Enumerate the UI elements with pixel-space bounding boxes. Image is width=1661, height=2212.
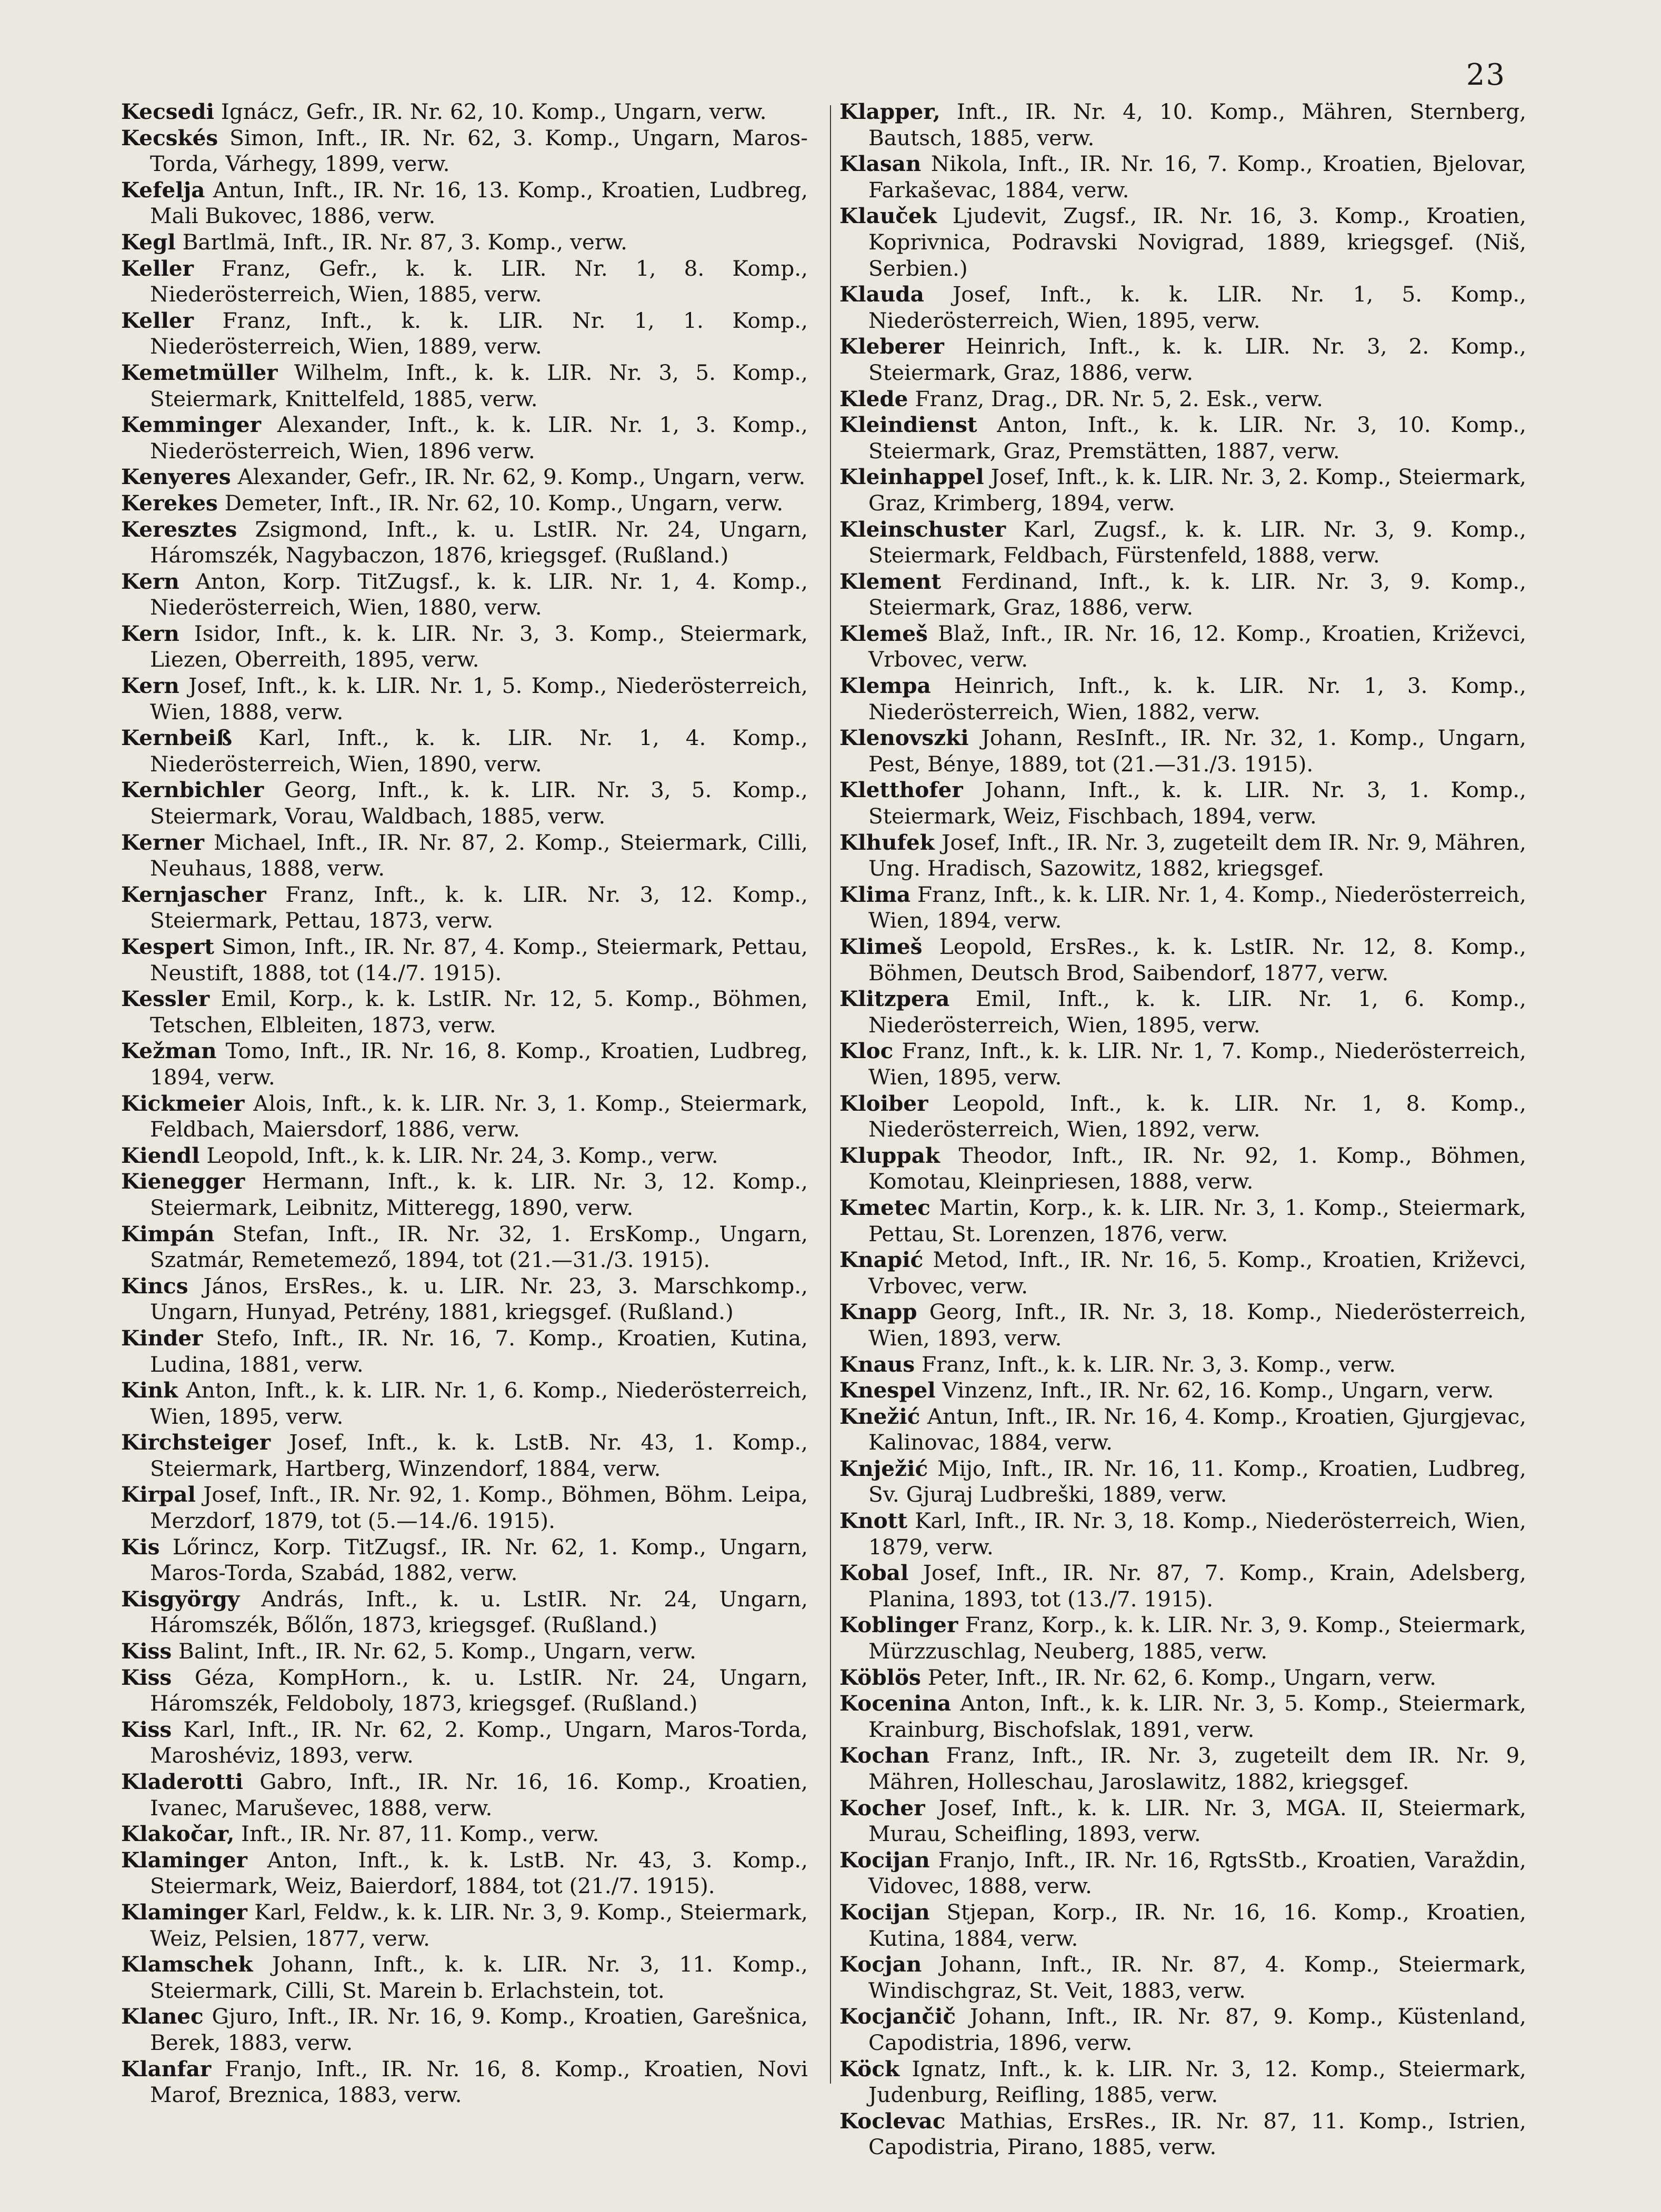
register-entry [839,203,1526,281]
entry-details: Antun, Inft., IR. Nr. 16, 13. Komp., Kroatien, Ludbreg, Mali Bukovec, 1886, verw. [150,177,808,229]
register-entry [121,125,808,177]
register-entry [839,1247,1526,1299]
register-entry [839,2004,1526,2056]
entry-surname: Kenyeres [121,464,231,490]
register-entry [839,412,1526,464]
register-entry [839,1038,1526,1090]
entry-details: Ignácz, Gefr., IR. Nr. 62, 10. Komp., Ungarn, verw. [214,99,767,124]
entry-details: Zsigmond, Inft., k. u. LstIR. Nr. 24, Ungarn, Háromszék, Nagybaczon, 1876, kriegsgef. (Rußland.) [150,516,808,568]
entry-details: Balint, Inft., IR. Nr. 62, 5. Komp., Ungarn, verw. [172,1638,697,1664]
register-entry [121,360,808,412]
entry-details: Franz, Inft., IR. Nr. 3, zugeteilt dem IR. Nr. 9, Mähren, Holleschau, Jaroslawitz, 1882, kriegsgef. [868,1743,1526,1794]
register-entry [121,177,808,229]
entry-surname: Kienegger [121,1169,245,1194]
register-entry [121,1325,808,1378]
register-entry [839,1352,1526,1378]
entry-details: Vinzenz, Inft., IR. Nr. 62, 16. Komp., Ungarn, verw. [935,1378,1494,1403]
entry-details: Antun, Inft., IR. Nr. 16, 4. Komp., Kroatien, Gjurgjevac, Kalinovac, 1884, verw. [868,1403,1526,1455]
register-entry [839,569,1526,621]
register-entry [121,1378,808,1430]
entry-details: Ignatz, Inft., k. k. LIR. Nr. 3, 12. Komp., Steiermark, Judenburg, Reifling, 1885, verw. [868,2056,1526,2108]
entry-details: Johann, Inft., k. k. LIR. Nr. 3, 11. Komp., Steiermark, Cilli, St. Marein b. Erlachstein, tot. [150,1952,808,2003]
entry-surname: Klanfar [121,2056,212,2082]
register-entry [839,1691,1526,1743]
entry-surname: Klakočar, [121,1821,235,1847]
entry-details: Josef, Inft., k. k. LIR. Nr. 3, 2. Komp., Steiermark, Graz, Krimberg, 1894, verw. [868,464,1526,516]
register-entry [121,2004,808,2056]
entry-details: Franz, Inft., k. k. LIR. Nr. 1, 4. Komp., Niederösterreich, Wien, 1894, verw. [868,881,1526,933]
entry-surname: Klede [839,386,908,411]
entry-details: Josef, Inft., k. k. LstB. Nr. 43, 1. Komp., Steiermark, Hartberg, Winzendorf, 1884, verw. [150,1430,808,1481]
register-entry [121,1221,808,1273]
left-column [121,99,808,2108]
entry-surname: Keresztes [121,516,237,542]
entry-surname: Kefelja [121,177,205,203]
register-entry [121,621,808,673]
entry-surname: Kleindienst [839,412,977,438]
entry-details: Anton, Inft., k. k. LIR. Nr. 3, 5. Komp., Steiermark, Krainburg, Bischofslak, 1891, verw. [868,1691,1526,1742]
entry-surname: Kiendl [121,1142,200,1168]
register-entry [839,1404,1526,1456]
entry-details: Josef, Inft., IR. Nr. 92, 1. Komp., Böhmen, Böhm. Leipa, Merzdorf, 1879, tot (5.—14./6. 1915). [150,1482,808,1534]
register-entry [121,1899,808,1952]
entry-details: Georg, Inft., k. k. LIR. Nr. 3, 5. Komp., Steiermark, Vorau, Waldbach, 1885, verw. [150,777,808,829]
entry-surname: Kežman [121,1038,217,1064]
entry-details: Franz, Drag., DR. Nr. 5, 2. Esk., verw. [908,386,1323,411]
register-entry [121,673,808,725]
register-entry [121,1717,808,1769]
entry-surname: Klaminger [121,1899,247,1925]
entry-surname: Klamschek [121,1952,253,1977]
register-entry [839,1299,1526,1351]
register-entry [839,464,1526,516]
entry-details: Franz, Inft., k. k. LIR. Nr. 1, 7. Komp., Niederösterreich, Wien, 1895, verw. [868,1038,1526,1090]
entry-surname: Klauda [839,281,924,307]
entry-surname: Kecskés [121,125,218,150]
entry-surname: Kincs [121,1273,188,1299]
entry-surname: Knapp [839,1299,917,1325]
right-column [839,99,1526,2160]
register-entry [121,882,808,934]
entry-details: Johann, ResInft., IR. Nr. 32, 1. Komp., Ungarn, Pest, Bénye, 1889, tot (21.—31./3. 1915). [868,725,1526,777]
entry-surname: Kis [121,1534,160,1560]
register-entry [121,1038,808,1090]
register-entry [839,777,1526,829]
entry-details: Lőrincz, Korp. TitZugsf., IR. Nr. 62, 1. Komp., Ungarn, Maros-Torda, Szabád, 1882, verw. [150,1534,808,1586]
register-entry [839,882,1526,934]
entry-surname: Kickmeier [121,1090,245,1116]
entry-details: Alois, Inft., k. k. LIR. Nr. 3, 1. Komp., Steiermark, Feldbach, Maiersdorf, 1886, verw. [150,1090,808,1142]
register-entry [839,1612,1526,1664]
entry-surname: Klimeš [839,934,923,959]
register-entry [121,1586,808,1638]
entry-surname: Klauček [839,203,937,229]
register-entry [121,517,808,569]
entry-surname: Kimpán [121,1221,215,1246]
entry-surname: Kerekes [121,490,218,516]
entry-surname: Koblinger [839,1612,958,1638]
entry-details: Wilhelm, Inft., k. k. LIR. Nr. 3, 5. Komp., Steiermark, Knittelfeld, 1885, verw. [150,359,808,411]
entry-surname: Klempa [839,673,931,699]
entry-surname: Kernbichler [121,777,264,803]
register-entry [839,1560,1526,1612]
entry-details: Franjo, Inft., IR. Nr. 16, 8. Komp., Kroatien, Novi Marof, Breznica, 1883, verw. [150,2056,808,2108]
register-entry [121,1169,808,1221]
entry-details: Karl, Inft., IR. Nr. 3, 18. Komp., Niederösterreich, Wien, 1879, verw. [868,1508,1526,1560]
entry-details: Emil, Korp., k. k. LstIR. Nr. 12, 5. Komp., Böhmen, Tetschen, Elbleiten, 1873, verw. [150,986,808,1038]
entry-details: Alexander, Inft., k. k. LIR. Nr. 1, 3. Komp., Niederösterreich, Wien, 1896 verw. [150,412,808,464]
entry-details: Stefo, Inft., IR. Nr. 16, 7. Komp., Kroatien, Kutina, Ludina, 1881, verw. [150,1325,808,1377]
register-entry [121,1665,808,1717]
register-entry [121,1638,808,1665]
entry-details: Nikola, Inft., IR. Nr. 16, 7. Komp., Kroatien, Bjelovar, Farkaševac, 1884, verw. [868,151,1526,203]
entry-surname: Kocijan [839,1847,930,1873]
entry-surname: Kiss [121,1716,172,1742]
entry-details: Josef, Inft., k. k. LIR. Nr. 3, MGA. II, Steiermark, Murau, Scheifling, 1893, verw. [868,1795,1526,1847]
entry-surname: Köck [839,2056,900,2082]
entry-surname: Kessler [121,986,210,1012]
register-entry [121,308,808,360]
entry-details: Martin, Korp., k. k. LIR. Nr. 3, 1. Komp., Steiermark, Pettau, St. Lorenzen, 1876, verw. [868,1194,1526,1246]
entry-surname: Knaus [839,1351,915,1377]
entry-details: Stefan, Inft., IR. Nr. 32, 1. ErsKomp., Ungarn, Szatmár, Remetemező, 1894, tot (21.—31./3. 1915). [150,1221,808,1273]
register-entry [121,1143,808,1169]
entry-surname: Kecsedi [121,99,215,124]
entry-surname: Kletthofer [839,777,963,803]
register-entry [839,334,1526,386]
entry-details: Johann, Inft., k. k. LIR. Nr. 3, 1. Komp., Steiermark, Weiz, Fischbach, 1894, verw. [868,777,1526,829]
register-entry [121,490,808,517]
register-entry [121,1952,808,2004]
register-entry [121,725,808,777]
register-entry [839,1847,1526,1899]
register-entry [839,1456,1526,1508]
entry-surname: Kern [121,620,179,646]
entry-details: János, ErsRes., k. u. LIR. Nr. 23, 3. Marschkomp., Ungarn, Hunyad, Petrény, 1881, kriegsgef. (Rußland.) [150,1273,808,1325]
entry-details: Karl, Inft., k. k. LIR. Nr. 1, 4. Komp., Niederösterreich, Wien, 1890, verw. [150,725,808,777]
entry-surname: Kemetmüller [121,359,278,385]
entry-surname: Kloc [839,1038,894,1064]
entry-surname: Kleberer [839,334,944,359]
entry-details: Karl, Zugsf., k. k. LIR. Nr. 3, 9. Komp., Steiermark, Feldbach, Fürstenfeld, 1888, verw. [868,516,1526,568]
register-entry [121,1534,808,1586]
entry-surname: Kocjan [839,1952,922,1977]
entry-surname: Knott [839,1508,908,1534]
entry-surname: Klasan [839,151,922,177]
entry-details: Demeter, Inft., IR. Nr. 62, 10. Komp., Ungarn, verw. [217,490,784,516]
entry-details: Géza, KompHorn., k. u. LstIR. Nr. 24, Ungarn, Háromszék, Feldoboly, 1873, kriegsgef. (Rußland.) [150,1664,808,1716]
entry-details: Metod, Inft., IR. Nr. 16, 5. Komp., Kroatien, Križevci, Vrbovec, verw. [868,1247,1526,1299]
register-entry [839,1743,1526,1795]
entry-surname: Klanec [121,2004,204,2029]
entry-details: Franz, Inft., k. k. LIR. Nr. 3, 12. Komp., Steiermark, Pettau, 1873, verw. [150,881,808,933]
entry-details: Inft., IR. Nr. 4, 10. Komp., Mähren, Sternberg, Bautsch, 1885, verw. [868,99,1526,150]
entry-details: Josef, Inft., k. k. LIR. Nr. 1, 5. Komp., Niederösterreich, Wien, 1895, verw. [868,281,1526,333]
register-entry [839,1899,1526,1952]
entry-details: Johann, Inft., IR. Nr. 87, 4. Komp., Steiermark, Windischgraz, St. Veit, 1883, verw. [868,1952,1526,2003]
entry-details: Anton, Inft., k. k. LIR. Nr. 3, 10. Komp., Steiermark, Graz, Premstätten, 1887, verw. [868,412,1526,464]
register-entry [839,934,1526,986]
entry-surname: Keller [121,307,194,333]
entry-surname: Knežić [839,1403,920,1429]
register-entry [839,1091,1526,1143]
register-entry [839,151,1526,203]
register-entry [839,2108,1526,2160]
entry-details: Karl, Inft., IR. Nr. 62, 2. Komp., Ungarn, Maros-Torda, Maroshéviz, 1893, verw. [150,1716,808,1768]
entry-surname: Klaminger [121,1847,247,1873]
register-entry [839,1795,1526,1847]
entry-details: Stjepan, Korp., IR. Nr. 16, 16. Komp., Kroatien, Kutina, 1884, verw. [868,1899,1526,1951]
register-entry [839,986,1526,1038]
register-entry [839,621,1526,673]
entry-surname: Kern [121,568,179,594]
entry-surname: Klhufek [839,829,935,855]
entry-details: Gjuro, Inft., IR. Nr. 16, 9. Komp., Kroatien, Garešnica, Berek, 1883, verw. [150,2004,808,2055]
register-entry [121,256,808,308]
entry-details: Josef, Inft., IR. Nr. 3, zugeteilt dem IR. Nr. 9, Mähren, Ung. Hradisch, Sazowitz, 1882, kriegsgef. [868,829,1526,881]
entry-details: Mijo, Inft., IR. Nr. 16, 11. Komp., Kroatien, Ludbreg, Sv. Gjuraj Ludbreški, 1889, verw. [868,1455,1526,1507]
register-entry [839,517,1526,569]
entry-surname: Kerner [121,829,204,855]
entry-details: Peter, Inft., IR. Nr. 62, 6. Komp., Ungarn, verw. [920,1664,1437,1690]
entry-details: Mathias, ErsRes., IR. Nr. 87, 11. Komp., Istrien, Capodistria, Pirano, 1885, verw. [868,2108,1526,2160]
register-entry [121,777,808,829]
entry-details: Franz, Korp., k. k. LIR. Nr. 3, 9. Komp., Steiermark, Mürzzuschlag, Neuberg, 1885, verw. [868,1612,1526,1664]
register-entry [839,2056,1526,2108]
entry-details: Heinrich, Inft., k. k. LIR. Nr. 3, 2. Komp., Steiermark, Graz, 1886, verw. [868,334,1526,385]
register-entry [121,1430,808,1482]
entry-details: Franz, Inft., k. k. LIR. Nr. 3, 3. Komp., verw. [915,1351,1396,1377]
entry-surname: Kochan [839,1743,930,1768]
register-entry [121,2056,808,2108]
entry-surname: Kespert [121,934,215,959]
register-entry [839,725,1526,777]
entry-details: Josef, Inft., k. k. LIR. Nr. 1, 5. Komp., Niederösterreich, Wien, 1888, verw. [150,673,808,725]
entry-surname: Kluppak [839,1142,940,1168]
register-entry [121,934,808,986]
entry-details: Karl, Feldw., k. k. LIR. Nr. 3, 9. Komp., Steiermark, Weiz, Pelsien, 1877, verw. [150,1899,808,1951]
entry-details: Leopold, Inft., k. k. LIR. Nr. 24, 3. Komp., verw. [199,1142,718,1168]
entry-details: Johann, Inft., IR. Nr. 87, 9. Komp., Küstenland, Capodistria, 1896, verw. [868,2004,1526,2055]
page-number: 23 [1466,58,1506,92]
entry-details: Simon, Inft., IR. Nr. 87, 4. Komp., Steiermark, Pettau, Neustift, 1888, tot (14./7. 1915). [150,934,808,986]
entry-surname: Kocijan [839,1899,930,1925]
register-entry [121,1847,808,1899]
register-entry [121,464,808,490]
register-entry [121,1482,808,1534]
entry-surname: Kleinschuster [839,516,1006,542]
entry-details: Heinrich, Inft., k. k. LIR. Nr. 1, 3. Komp., Niederösterreich, Wien, 1882, verw. [868,673,1526,725]
entry-surname: Keller [121,255,194,281]
register-entry [121,1821,808,1847]
entry-surname: Kiss [121,1638,172,1664]
entry-details: Anton, Inft., k. k. LstB. Nr. 43, 3. Komp., Steiermark, Weiz, Baierdorf, 1884, tot (21./7. 1915). [150,1847,808,1899]
entry-surname: Klitzpera [839,986,950,1012]
register-entry [839,673,1526,725]
entry-surname: Knespel [839,1378,936,1403]
entry-details: Ljudevit, Zugsf., IR. Nr. 16, 3. Komp., Kroatien, Koprivnica, Podravski Novigrad, 1889, kriegsgef. (Niš, Serbien.) [868,203,1526,281]
entry-surname: Kegl [121,229,176,255]
entry-details: Georg, Inft., IR. Nr. 3, 18. Komp., Niederösterreich, Wien, 1893, verw. [868,1299,1526,1351]
entry-surname: Kocjančič [839,2004,956,2029]
entry-details: Emil, Inft., k. k. LIR. Nr. 1, 6. Komp., Niederösterreich, Wien, 1895, verw. [868,986,1526,1038]
register-entry [839,386,1526,413]
register-entry [121,830,808,882]
entry-details: Tomo, Inft., IR. Nr. 16, 8. Komp., Kroatien, Ludbreg, 1894, verw. [150,1038,808,1090]
entry-details: Ferdinand, Inft., k. k. LIR. Nr. 3, 9. Komp., Steiermark, Graz, 1886, verw. [868,568,1526,620]
entry-surname: Kloiber [839,1090,928,1116]
entry-surname: Klima [839,881,911,907]
register-entry [121,1091,808,1143]
register-entry [839,99,1526,151]
entry-surname: Klenovszki [839,725,969,751]
entry-surname: Klapper, [839,99,940,124]
entry-surname: Klemeš [839,620,928,646]
register-entry [121,1769,808,1821]
entry-details: Michael, Inft., IR. Nr. 87, 2. Komp., Steiermark, Cilli, Neuhaus, 1888, verw. [150,829,808,881]
entry-surname: Kernjascher [121,881,266,907]
entry-surname: Kladerotti [121,1769,244,1794]
entry-details: Blaž, Inft., IR. Nr. 16, 12. Komp., Kroatien, Križevci, Vrbovec, verw. [868,620,1526,672]
column-divider [830,105,831,2084]
entry-details: Isidor, Inft., k. k. LIR. Nr. 3, 3. Komp., Steiermark, Liezen, Oberreith, 1895, verw. [150,620,808,672]
register-entry [839,1143,1526,1195]
entry-details: Franjo, Inft., IR. Nr. 16, RgtsStb., Kroatien, Varaždin, Vidovec, 1888, verw. [868,1847,1526,1899]
entry-surname: Klement [839,568,942,594]
entry-surname: Kinder [121,1325,203,1351]
entry-surname: Kocher [839,1795,925,1821]
entry-details: Franz, Inft., k. k. LIR. Nr. 1, 1. Komp., Niederösterreich, Wien, 1889, verw. [150,307,808,359]
entry-surname: Kmetec [839,1194,930,1220]
entry-details: Anton, Inft., k. k. LIR. Nr. 1, 6. Komp., Niederösterreich, Wien, 1895, verw. [150,1378,808,1429]
entry-details: Alexander, Gefr., IR. Nr. 62, 9. Komp., Ungarn, verw. [231,464,806,490]
entry-surname: Kirpal [121,1482,196,1507]
register-entry [121,229,808,256]
entry-surname: Kocenina [839,1691,952,1716]
entry-surname: Kleinhappel [839,464,984,490]
entry-details: Leopold, Inft., k. k. LIR. Nr. 1, 8. Komp., Niederösterreich, Wien, 1892, verw. [868,1090,1526,1142]
entry-details: Inft., IR. Nr. 87, 11. Komp., verw. [234,1821,599,1847]
register-entry [839,1195,1526,1247]
entry-surname: Knapić [839,1247,924,1273]
register-entry [839,1508,1526,1560]
entry-details: Theodor, Inft., IR. Nr. 92, 1. Komp., Böhmen, Komotau, Kleinpriesen, 1888, verw. [868,1142,1526,1194]
register-entry [839,830,1526,882]
register-entry [121,569,808,621]
entry-details: András, Inft., k. u. LstIR. Nr. 24, Ungarn, Háromszék, Bőlőn, 1873, kriegsgef. (Rußland.) [150,1586,808,1638]
entry-surname: Kisgyörgy [121,1586,240,1612]
register-entry [121,99,808,125]
register-entry [121,986,808,1038]
entry-surname: Kiss [121,1664,172,1690]
entry-surname: Kemminger [121,412,262,438]
entry-details: Leopold, ErsRes., k. k. LstIR. Nr. 12, 8. Komp., Böhmen, Deutsch Brod, Saibendorf, 1877, verw. [868,934,1526,986]
entry-surname: Köblös [839,1664,921,1690]
entry-details: Bartlmä, Inft., IR. Nr. 87, 3. Komp., verw. [175,229,627,255]
register-entry [121,1273,808,1325]
register-entry [839,281,1526,334]
entry-surname: Knježić [839,1455,928,1481]
entry-details: Anton, Korp. TitZugsf., k. k. LIR. Nr. 1, 4. Komp., Niederösterreich, Wien, 1880, verw. [150,568,808,620]
entry-surname: Kobal [839,1560,909,1586]
register-entry [839,1952,1526,2004]
entry-details: Josef, Inft., IR. Nr. 87, 7. Komp., Krain, Adelsberg, Planina, 1893, tot (13./7. 1915). [868,1560,1526,1612]
entry-surname: Kern [121,673,179,699]
entry-details: Simon, Inft., IR. Nr. 62, 3. Komp., Ungarn, Maros-Torda, Várhegy, 1899, verw. [150,125,808,177]
entry-surname: Kirchsteiger [121,1430,271,1455]
register-entry [839,1378,1526,1404]
entry-surname: Kernbeiß [121,725,233,751]
register-entry [121,412,808,464]
entry-surname: Koclevac [839,2108,946,2134]
entry-surname: Kink [121,1378,178,1403]
register-entry [839,1665,1526,1691]
entry-details: Hermann, Inft., k. k. LIR. Nr. 3, 12. Komp., Steiermark, Leibnitz, Mitteregg, 1890, verw. [150,1169,808,1220]
entry-details: Gabro, Inft., IR. Nr. 16, 16. Komp., Kroatien, Ivanec, Maruševec, 1888, verw. [150,1769,808,1821]
entry-details: Franz, Gefr., k. k. LIR. Nr. 1, 8. Komp., Niederösterreich, Wien, 1885, verw. [150,255,808,307]
